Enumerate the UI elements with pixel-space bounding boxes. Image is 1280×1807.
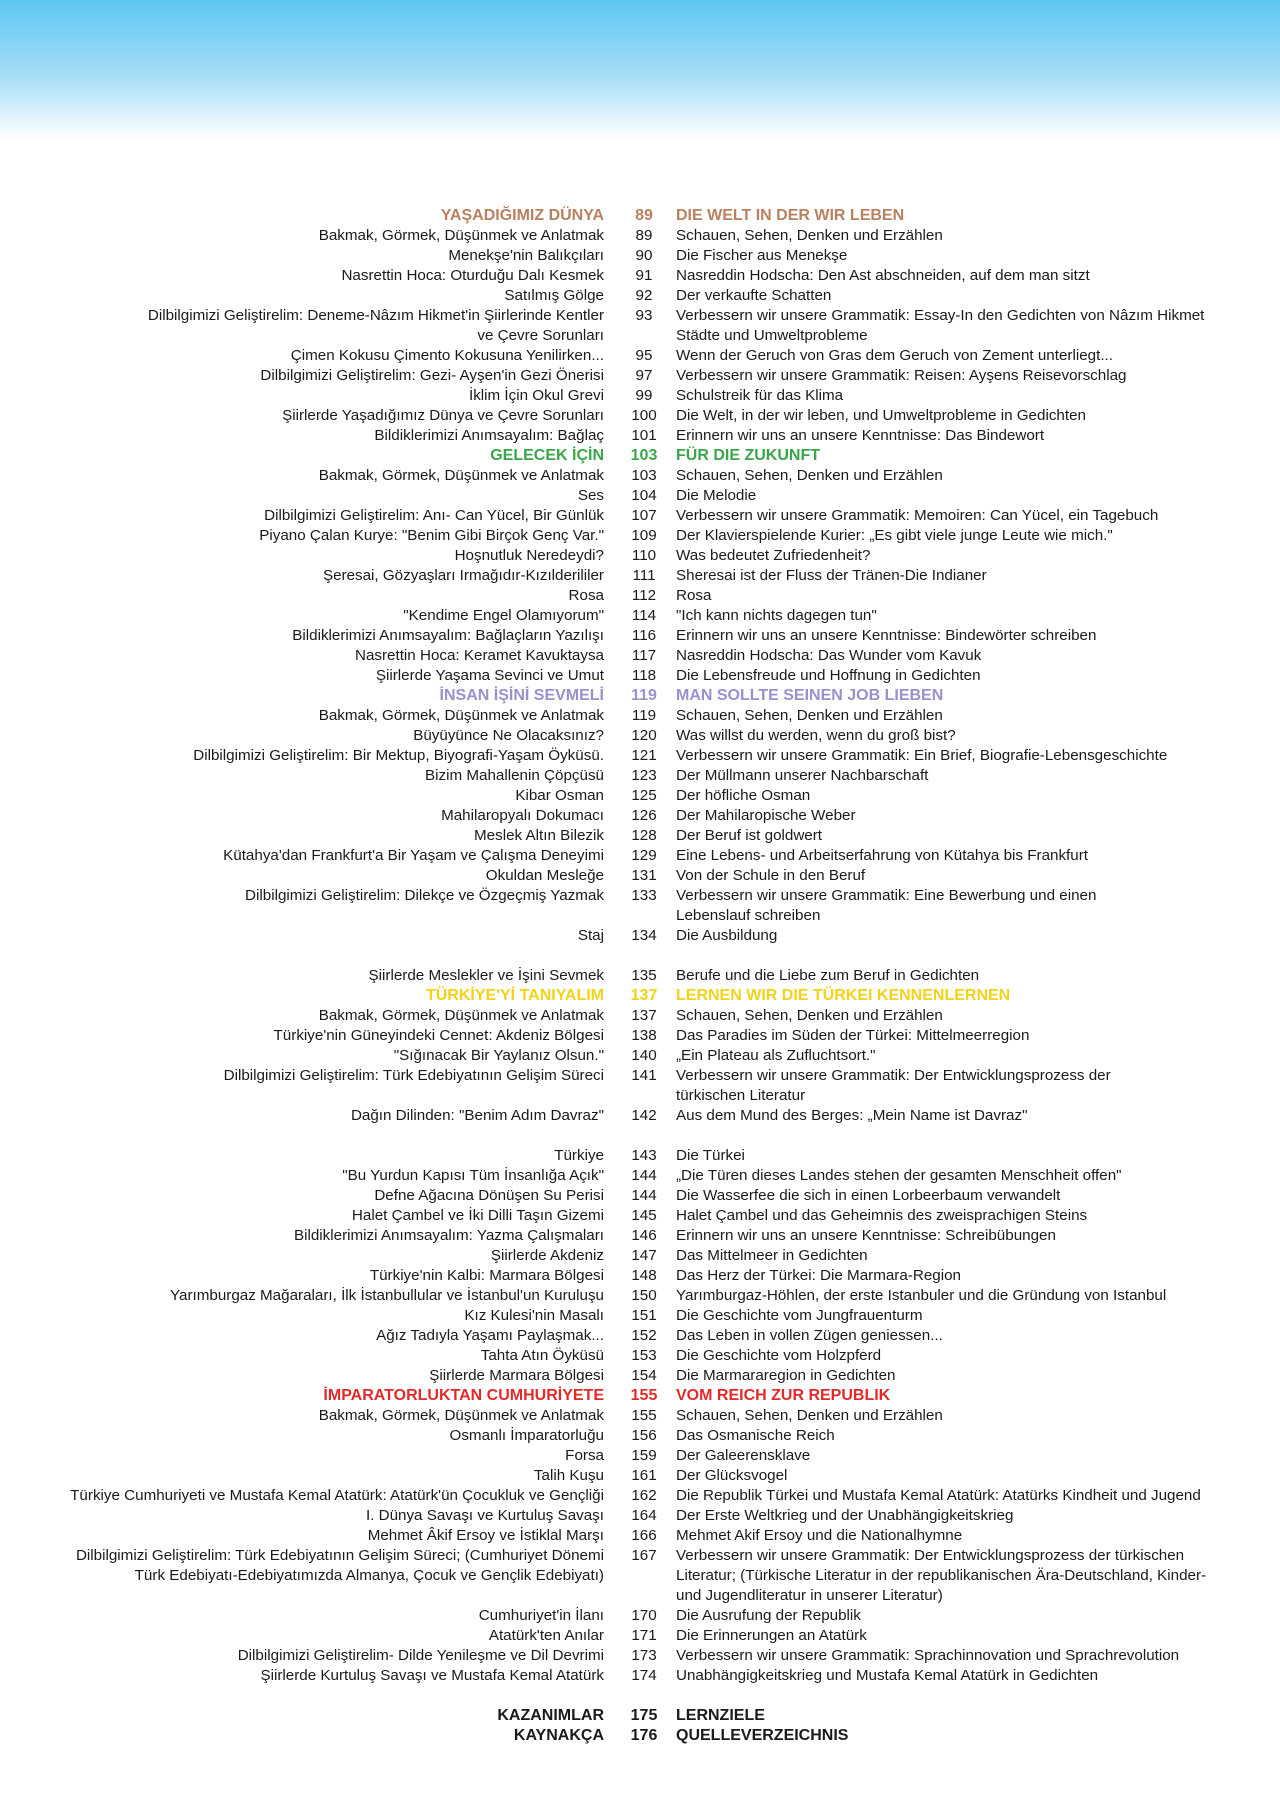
turkish-title: Okuldan Mesleğe (485, 867, 604, 884)
page-number: 153 (631, 1347, 657, 1364)
page-number: 131 (631, 867, 657, 884)
toc-entry (0, 586, 1280, 606)
german-title: Erinnern wir uns an unsere Kenntnisse: Das Bindewort (676, 427, 1045, 444)
page-number: 129 (631, 847, 657, 864)
turkish-title: İklim İçin Okul Grevi (468, 387, 604, 404)
turkish-title: I. Dünya Savaşı ve Kurtuluş Savaşı (365, 1507, 604, 1524)
toc-entry (0, 486, 1280, 506)
toc-entry (0, 1006, 1280, 1026)
page-number: 137 (630, 987, 658, 1004)
toc-entry (0, 786, 1280, 806)
german-title: Rosa (676, 587, 712, 604)
toc-entry (0, 246, 1280, 266)
german-title: Der Galeerensklave (676, 1447, 811, 1464)
page-number: 146 (631, 1227, 657, 1244)
page-number: 152 (631, 1327, 657, 1344)
german-title: Verbessern wir unsere Grammatik: Sprachinnovation und Sprachrevolution (676, 1647, 1180, 1664)
page-number: 99 (635, 387, 653, 404)
toc-entry (0, 526, 1280, 546)
turkish-title: "Bu Yurdun Kapısı Tüm İnsanlığa Açık" (342, 1167, 604, 1184)
toc-entry (0, 406, 1280, 426)
german-title: Die Erinnerungen an Atatürk (676, 1627, 867, 1644)
turkish-title: Bakmak, Görmek, Düşünmek ve Anlatmak (318, 227, 604, 244)
german-title: "Ich kann nichts dagegen tun" (676, 607, 877, 624)
page-number: 92 (635, 287, 653, 304)
german-title: Verbessern wir unsere Grammatik: Memoiren: Can Yücel, ein Tagebuch (676, 507, 1159, 524)
german-title: Sheresai ist der Fluss der Tränen-Die Indianer (676, 567, 987, 584)
toc-entry (0, 286, 1280, 306)
german-title: Der Glücksvogel (676, 1467, 788, 1484)
german-title: türkischen Literatur (676, 1087, 806, 1104)
turkish-title: "Sığınacak Bir Yaylanız Olsun." (393, 1047, 604, 1064)
german-title: Schauen, Sehen, Denken und Erzählen (676, 1007, 943, 1024)
toc-entry (0, 886, 1280, 906)
page-number: 103 (630, 447, 658, 464)
german-title: Die Melodie (676, 487, 757, 504)
toc-entry (0, 506, 1280, 526)
toc-section-heading (0, 1386, 1280, 1406)
turkish-title: Dilbilgimizi Geliştirelim: Türk Edebiyatının Gelişim Süreci; (Cumhuriyet Dönemi (75, 1547, 604, 1564)
page-number: 112 (631, 587, 657, 604)
toc-entry (0, 1626, 1280, 1646)
german-title: Unabhängigkeitskrieg und Mustafa Kemal Atatürk in Gedichten (676, 1667, 1099, 1684)
page-number: 97 (635, 367, 653, 384)
german-title: Was willst du werden, wenn du groß bist? (676, 727, 956, 744)
turkish-title: Dilbilgimizi Geliştirelim: Gezi- Ayşen'in Gezi Önerisi (260, 367, 604, 384)
toc-entry (0, 666, 1280, 686)
turkish-title: Türkiye'nin Güneyindeki Cennet: Akdeniz Bölgesi (273, 1027, 604, 1044)
toc-entry (0, 1606, 1280, 1626)
turkish-title: Dilbilgimizi Geliştirelim: Anı- Can Yücel, Bir Günlük (264, 507, 604, 524)
turkish-title: Kız Kulesi'nin Masalı (464, 1307, 604, 1324)
german-title: LERNEN WIR DIE TÜRKEI KENNENLERNEN (676, 987, 1011, 1004)
page-number: 174 (631, 1667, 657, 1684)
turkish-title: Çimen Kokusu Çimento Kokusuna Yenilirken... (290, 347, 604, 364)
german-title: „Ein Plateau als Zufluchtsort." (676, 1047, 876, 1064)
toc-entry (0, 346, 1280, 366)
toc-entry (0, 306, 1280, 326)
toc-entry (0, 826, 1280, 846)
turkish-title: YAŞADIĞIMIZ DÜNYA (440, 207, 604, 224)
turkish-title: Kibar Osman (515, 787, 604, 804)
turkish-title: Bizim Mahallenin Çöpçüsü (425, 767, 604, 784)
page-number: 117 (631, 647, 657, 664)
turkish-title: Bakmak, Görmek, Düşünmek ve Anlatmak (318, 1407, 604, 1424)
turkish-title: Nasrettin Hoca: Oturduğu Dalı Kesmek (341, 267, 604, 284)
turkish-title: Bakmak, Görmek, Düşünmek ve Anlatmak (318, 707, 604, 724)
toc-entry (0, 1246, 1280, 1266)
toc-entry (0, 1586, 1280, 1606)
toc-entry (0, 1546, 1280, 1566)
turkish-title: İNSAN İŞİNİ SEVMELİ (439, 687, 604, 704)
page-number: 100 (631, 407, 657, 424)
page-number: 134 (631, 927, 657, 944)
page-number: 128 (631, 827, 657, 844)
german-title: Aus dem Mund des Berges: „Mein Name ist Davraz" (676, 1107, 1028, 1124)
turkish-title: Dilbilgimizi Geliştirelim- Dilde Yenileşme ve Dil Devrimi (237, 1647, 604, 1664)
page-number: 109 (631, 527, 657, 544)
page-number: 125 (631, 787, 657, 804)
turkish-title: Şiirlerde Yaşama Sevinci ve Umut (375, 667, 604, 684)
german-title: MAN SOLLTE SEINEN JOB LIEBEN (676, 687, 944, 704)
page-number: 89 (635, 207, 653, 224)
turkish-title: Bildiklerimizi Anımsayalım: Yazma Çalışmaları (293, 1227, 604, 1244)
toc-entry (0, 646, 1280, 666)
turkish-title: Hoşnutluk Neredeydi? (454, 547, 604, 564)
german-title: Der Mahilaropische Weber (676, 807, 856, 824)
toc-section-heading (0, 1726, 1280, 1746)
german-title: Erinnern wir uns an unsere Kenntnisse: Schreibübungen (676, 1227, 1056, 1244)
turkish-title: KAYNAKÇA (513, 1727, 604, 1744)
german-title: LERNZIELE (676, 1707, 765, 1724)
page-number: 107 (631, 507, 657, 524)
toc-section-heading (0, 446, 1280, 466)
toc-entry (0, 1166, 1280, 1186)
turkish-title: Ağız Tadıyla Yaşamı Paylaşmak... (376, 1327, 604, 1344)
page-number: 167 (631, 1547, 657, 1564)
toc-entry (0, 466, 1280, 486)
page-number: 114 (631, 607, 657, 624)
toc-entry (0, 766, 1280, 786)
turkish-title: Dilbilgimizi Geliştirelim: Bir Mektup, Biyografi-Yaşam Öyküsü. (193, 747, 604, 764)
german-title: Schauen, Sehen, Denken und Erzählen (676, 1407, 943, 1424)
german-title: Der Beruf ist goldwert (676, 827, 823, 844)
turkish-title: Atatürk'ten Anılar (488, 1627, 604, 1644)
page-number: 148 (631, 1267, 657, 1284)
toc-entry (0, 1186, 1280, 1206)
turkish-title: Türk Edebiyatı-Edebiyatımızda Almanya, Çocuk ve Gençlik Edebiyatı) (134, 1567, 604, 1584)
page-number: 133 (631, 887, 657, 904)
toc-entry (0, 1286, 1280, 1306)
toc-entry (0, 1206, 1280, 1226)
page-number: 164 (631, 1507, 657, 1524)
toc-section-heading (0, 986, 1280, 1006)
turkish-title: Talih Kuşu (533, 1467, 604, 1484)
turkish-title: Forsa (565, 1447, 604, 1464)
page-number: 120 (631, 727, 657, 744)
page-number: 140 (631, 1047, 657, 1064)
toc-entry (0, 266, 1280, 286)
page-number: 118 (631, 667, 657, 684)
toc-entry (0, 1466, 1280, 1486)
toc-entry (0, 726, 1280, 746)
turkish-title: Bakmak, Görmek, Düşünmek ve Anlatmak (318, 1007, 604, 1024)
german-title: Wenn der Geruch von Gras dem Geruch von Zement unterliegt... (676, 347, 1113, 364)
toc-entry (0, 1066, 1280, 1086)
toc-entry (0, 1566, 1280, 1586)
turkish-title: KAZANIMLAR (497, 1707, 604, 1724)
toc-entry (0, 1326, 1280, 1346)
turkish-title: Osmanlı İmparatorluğu (449, 1427, 604, 1444)
toc-entry (0, 1506, 1280, 1526)
page-number: 143 (631, 1147, 657, 1164)
turkish-title: Dilbilgimizi Geliştirelim: Deneme-Nâzım Hikmet'in Şiirlerinde Kentler (147, 307, 604, 324)
turkish-title: Şiirlerde Yaşadığımız Dünya ve Çevre Sorunları (282, 407, 604, 424)
turkish-title: "Kendime Engel Olamıyorum" (403, 607, 604, 624)
toc-entry (0, 1106, 1280, 1126)
toc-entry (0, 606, 1280, 626)
german-title: Halet Çambel und das Geheimnis des zweisprachigen Steins (676, 1207, 1088, 1224)
top-gradient-band (0, 0, 1280, 140)
toc-entry (0, 846, 1280, 866)
page-number: 162 (631, 1487, 657, 1504)
toc-entry (0, 706, 1280, 726)
toc-section-heading (0, 686, 1280, 706)
toc-entry (0, 926, 1280, 946)
toc-entry (0, 1026, 1280, 1046)
page-number: 111 (632, 567, 656, 584)
page-number: 154 (631, 1367, 657, 1384)
page-number: 119 (631, 707, 657, 724)
toc-entry (0, 1346, 1280, 1366)
german-title: Verbessern wir unsere Grammatik: Der Entwicklungsprozess der (676, 1067, 1111, 1084)
turkish-title: Rosa (568, 587, 604, 604)
german-title: Die Geschichte vom Holzpferd (676, 1347, 882, 1364)
page-number: 150 (631, 1287, 657, 1304)
table-of-contents (0, 206, 1280, 1746)
german-title: Das Mittelmeer in Gedichten (676, 1247, 868, 1264)
german-title: Die Welt, in der wir leben, und Umweltprobleme in Gedichten (676, 407, 1086, 424)
turkish-title: Meslek Altın Bilezik (474, 827, 604, 844)
turkish-title: Bildiklerimizi Anımsayalım: Bağlaçların Yazılışı (292, 627, 604, 644)
turkish-title: Yarımburgaz Mağaraları, İlk İstanbullular ve İstanbul'un Kuruluşu (170, 1287, 604, 1304)
toc-entry (0, 1046, 1280, 1066)
turkish-title: Mehmet Âkif Ersoy ve İstiklal Marşı (367, 1527, 604, 1544)
page-number: 121 (631, 747, 657, 764)
german-title: Das Osmanische Reich (676, 1427, 835, 1444)
german-title: Verbessern wir unsere Grammatik: Ein Brief, Biografie-Lebensgeschichte (676, 747, 1168, 764)
german-title: und Jugendliteratur in unserer Literatur) (676, 1587, 943, 1604)
german-title: Lebenslauf schreiben (676, 907, 821, 924)
turkish-title: Büyüyünce Ne Olacaksınız? (413, 727, 604, 744)
toc-section-heading (0, 1706, 1280, 1726)
page-number: 171 (631, 1627, 657, 1644)
page-number: 101 (631, 427, 657, 444)
page-number: 161 (631, 1467, 657, 1484)
turkish-title: Mahilaropyalı Dokumacı (441, 807, 604, 824)
page-number: 90 (635, 247, 653, 264)
turkish-title: GELECEK İÇİN (490, 447, 604, 464)
page-number: 135 (631, 967, 657, 984)
german-title: Das Herz der Türkei: Die Marmara-Region (676, 1267, 961, 1284)
toc-entry (0, 1426, 1280, 1446)
german-title: Verbessern wir unsere Grammatik: Der Entwicklungsprozess der türkischen (676, 1547, 1185, 1564)
german-title: Von der Schule in den Beruf (676, 867, 866, 884)
toc-entry (0, 1646, 1280, 1666)
toc-entry (0, 626, 1280, 646)
toc-entry (0, 1666, 1280, 1686)
toc-entry (0, 1366, 1280, 1386)
page-number: 142 (631, 1107, 657, 1124)
page-number: 89 (635, 227, 653, 244)
german-title: QUELLEVERZEICHNIS (676, 1727, 849, 1744)
german-title: Das Paradies im Süden der Türkei: Mittelmeerregion (676, 1027, 1030, 1044)
german-title: Die Geschichte vom Jungfrauenturm (676, 1307, 923, 1324)
page-number: 103 (631, 467, 657, 484)
toc-entry (0, 426, 1280, 446)
german-title: VOM REICH ZUR REPUBLIK (676, 1387, 891, 1404)
page-number: 147 (631, 1247, 657, 1264)
page-number: 170 (631, 1607, 657, 1624)
german-title: Nasreddin Hodscha: Den Ast abschneiden, auf dem man sitzt (676, 267, 1090, 284)
turkish-title: TÜRKİYE'Yİ TANIYALIM (425, 987, 604, 1004)
german-title: Yarımburgaz-Höhlen, der erste Istanbuler und die Gründung von Istanbul (676, 1287, 1167, 1304)
german-title: Schauen, Sehen, Denken und Erzählen (676, 707, 943, 724)
turkish-title: Bakmak, Görmek, Düşünmek ve Anlatmak (318, 467, 604, 484)
toc-entry (0, 1486, 1280, 1506)
toc-entry (0, 386, 1280, 406)
toc-entry (0, 1146, 1280, 1166)
german-title: Literatur; (Türkische Literatur in der republikanischen Ära-Deutschland, Kinder- (676, 1567, 1207, 1584)
turkish-title: Piyano Çalan Kurye: "Benim Gibi Birçok Genç Var." (259, 527, 604, 544)
page-number: 166 (631, 1527, 657, 1544)
turkish-title: Şeresai, Gözyaşları Irmağıdır-Kızılderililer (322, 567, 604, 584)
page-number: 176 (630, 1727, 658, 1744)
turkish-title: Türkiye'nin Kalbi: Marmara Bölgesi (369, 1267, 604, 1284)
page-number: 119 (631, 687, 657, 704)
german-title: Der Müllmann unserer Nachbarschaft (676, 767, 929, 784)
turkish-title: Şiirlerde Kurtuluş Savaşı ve Mustafa Kemal Atatürk (260, 1667, 604, 1684)
german-title: Die Marmararegion in Gedichten (676, 1367, 896, 1384)
toc-entry (0, 966, 1280, 986)
turkish-title: Cumhuriyet'in İlanı (478, 1607, 604, 1624)
page-number: 137 (631, 1007, 657, 1024)
page-number: 173 (631, 1647, 657, 1664)
page-number: 104 (631, 487, 657, 504)
page-number: 141 (631, 1067, 657, 1084)
toc-entry (0, 1526, 1280, 1546)
toc-entry (0, 1266, 1280, 1286)
turkish-title: Türkiye Cumhuriyeti ve Mustafa Kemal Atatürk: Atatürk'ün Çocukluk ve Gençliği (70, 1487, 604, 1504)
german-title: „Die Türen dieses Landes stehen der gesamten Menschheit offen" (676, 1167, 1122, 1184)
german-title: Was bedeutet Zufriedenheit? (676, 547, 871, 564)
german-title: Die Lebensfreude und Hoffnung in Gedichten (676, 667, 981, 684)
turkish-title: Şiirlerde Meslekler ve İşini Sevmek (368, 967, 604, 984)
german-title: Verbessern wir unsere Grammatik: Reisen: Ayşens Reisevorschlag (676, 367, 1127, 384)
german-title: Die Fischer aus Menekşe (676, 247, 848, 264)
turkish-title: Bildiklerimizi Anımsayalım: Bağlaç (374, 427, 604, 444)
german-title: Städte und Umweltprobleme (676, 327, 868, 344)
german-title: Verbessern wir unsere Grammatik: Essay-In den Gedichten von Nâzım Hikmet (676, 307, 1205, 324)
toc-entry (0, 1086, 1280, 1106)
toc-entry (0, 546, 1280, 566)
turkish-title: ve Çevre Sorunları (477, 327, 604, 344)
german-title: Der Erste Weltkrieg und der Unabhängigkeitskrieg (676, 1507, 1014, 1524)
page-number: 155 (630, 1387, 658, 1404)
german-title: Nasreddin Hodscha: Das Wunder vom Kavuk (676, 647, 982, 664)
page-number: 126 (631, 807, 657, 824)
toc-entry (0, 746, 1280, 766)
page-number: 155 (631, 1407, 657, 1424)
german-title: Der Klavierspielende Kurier: „Es gibt viele junge Leute wie mich." (676, 527, 1113, 544)
toc-entry (0, 366, 1280, 386)
toc-section-heading (0, 206, 1280, 226)
german-title: Erinnern wir uns an unsere Kenntnisse: Bindewörter schreiben (676, 627, 1097, 644)
german-title: Schulstreik für das Klima (676, 387, 844, 404)
german-title: Die Ausbildung (676, 927, 778, 944)
turkish-title: Satılmış Gölge (504, 287, 604, 304)
page-number: 95 (635, 347, 653, 364)
german-title: Die Republik Türkei und Mustafa Kemal Atatürk: Atatürks Kindheit und Jugend (676, 1487, 1201, 1504)
page-number: 151 (631, 1307, 657, 1324)
german-title: Berufe und die Liebe zum Beruf in Gedichten (676, 967, 980, 984)
turkish-title: Halet Çambel ve İki Dilli Taşın Gizemi (351, 1207, 604, 1224)
turkish-title: Şiirlerde Akdeniz (490, 1247, 604, 1264)
turkish-title: Staj (577, 927, 604, 944)
page-number: 138 (631, 1027, 657, 1044)
german-title: Die Ausrufung der Republik (676, 1607, 861, 1624)
turkish-title: Kütahya'dan Frankfurt'a Bir Yaşam ve Çalışma Deneyimi (223, 847, 604, 864)
toc-entry (0, 1446, 1280, 1466)
toc-entry (0, 226, 1280, 246)
german-title: Eine Lebens- und Arbeitserfahrung von Kütahya bis Frankfurt (676, 847, 1088, 864)
turkish-title: Nasrettin Hoca: Keramet Kavuktaysa (354, 647, 604, 664)
page-number: 175 (630, 1707, 658, 1724)
page-number: 123 (631, 767, 657, 784)
turkish-title: Dağın Dilinden: "Benim Adım Davraz" (350, 1107, 604, 1124)
page-number: 159 (631, 1447, 657, 1464)
german-title: Schauen, Sehen, Denken und Erzählen (676, 467, 943, 484)
page-number: 93 (635, 307, 653, 324)
turkish-title: Şiirlerde Marmara Bölgesi (429, 1367, 604, 1384)
german-title: Der höfliche Osman (676, 787, 811, 804)
toc-entry (0, 866, 1280, 886)
german-title: Die Türkei (676, 1147, 745, 1164)
turkish-title: Ses (577, 487, 604, 504)
toc-entry (0, 1306, 1280, 1326)
toc-entry (0, 566, 1280, 586)
page-number: 91 (635, 267, 653, 284)
page-number: 144 (631, 1167, 657, 1184)
german-title: Das Leben in vollen Zügen geniessen... (676, 1327, 943, 1344)
page-number: 110 (631, 547, 657, 564)
toc-entry (0, 1226, 1280, 1246)
turkish-title: Defne Ağacına Dönüşen Su Perisi (374, 1187, 604, 1204)
page-number: 145 (631, 1207, 657, 1224)
turkish-title: İMPARATORLUKTAN CUMHURİYETE (323, 1387, 604, 1404)
german-title: Mehmet Akif Ersoy und die Nationalhymne (676, 1527, 963, 1544)
german-title: Verbessern wir unsere Grammatik: Eine Bewerbung und einen (676, 887, 1097, 904)
toc-entry (0, 326, 1280, 346)
turkish-title: Türkiye (554, 1147, 604, 1164)
toc-entry (0, 906, 1280, 926)
german-title: Der verkaufte Schatten (676, 287, 832, 304)
turkish-title: Tahta Atın Öyküsü (480, 1347, 604, 1364)
turkish-title: Dilbilgimizi Geliştirelim: Türk Edebiyatının Gelişim Süreci (223, 1067, 604, 1084)
german-title: Schauen, Sehen, Denken und Erzählen (676, 227, 943, 244)
turkish-title: Menekşe'nin Balıkçıları (448, 247, 604, 264)
page-number: 156 (631, 1427, 657, 1444)
german-title: Die Wasserfee die sich in einen Lorbeerbaum verwandelt (676, 1187, 1061, 1204)
toc-entry (0, 806, 1280, 826)
page-number: 144 (631, 1187, 657, 1204)
turkish-title: Dilbilgimizi Geliştirelim: Dilekçe ve Özgeçmiş Yazmak (245, 887, 604, 904)
toc-entry (0, 1406, 1280, 1426)
german-title: DIE WELT IN DER WIR LEBEN (676, 207, 905, 224)
german-title: FÜR DIE ZUKUNFT (676, 447, 820, 464)
page-number: 116 (631, 627, 657, 644)
